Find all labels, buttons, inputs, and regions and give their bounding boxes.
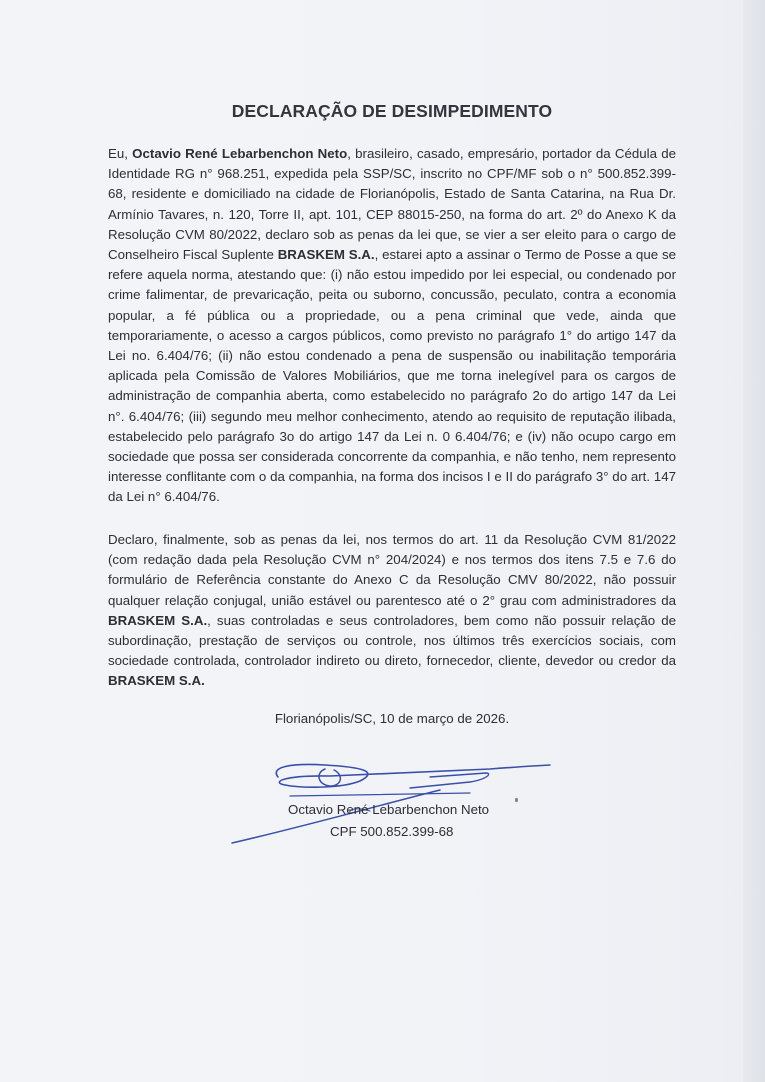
text-run: , estarei apto a assinar o Termo de Posse a que se refere aquela norma, atestando que: (i) não estou impedido por lei especial, ou condenado por crime falimentar, de prevaricação, peita ou suborno, concussão, peculato, contra a economia popular, a fé pública ou a propriedade, ou a pena criminal que vede, ainda que temporariamente, o acesso a cargos públicos, como previsto no parágrafo 1° do artigo 147 da Lei no. 6.404/76; (ii) não estou condenado a pena de suspensão ou inabilitação temporária aplicada pela Comissão de Valores Mobiliários, que me torna inelegível para os cargos de administração de companhia aberta, como estabelecido no parágrafo 2o do artigo 147 da Lei n°. 6.404/76; (iii) segundo meu melhor conhecimento, atendo ao requisito de reputação ilibada, estabelecido pelo parágrafo 3o do artigo 147 da Lei n. 0 6.404/76; e (iv) não ocupo cargo em sociedade que possa ser considerada concorrente da companhia, e não tenho, nem represento interesse conflitante com o da companhia, na forma dos incisos I e II do parágrafo 3° do art. 147 da Lei n° 6.404/76.	[108, 247, 676, 505]
bold-text-run: BRASKEM S.A.	[277, 247, 375, 263]
bold-text-run: BRASKEM S.A.	[108, 612, 208, 628]
declaration-paragraph-2	[108, 530, 676, 692]
scan-edge	[743, 0, 765, 1082]
text-run: Declaro, finalmente, sob as penas da lei, nos termos do art. 11 da Resolução CVM 81/2022 (com redação dada pela Resolução CVM n° 204/2024) e nos termos dos itens 7.5 e 7.6 do formulário de Referência constante do Anexo C da Resolução CMV 80/2022, não possuir qualquer relação conjugal, união estável ou parentesco até o 2° grau com administradores da	[108, 532, 676, 608]
text-run: , brasileiro, casado, empresário, portador da Cédula de Identidade RG n° 968.251, expedida pela SSP/SC, inscrito no CPF/MF sob o n° 500.852.399-68, residente e domiciliado na cidade de Florianópolis, Estado de Santa Catarina, na Rua Dr. Armínio Tavares, n. 120, Torre II, apt. 101, CEP 88015-250, na forma do art. 2º do Anexo K da Resolução CVM 80/2022, declaro sob as penas da lei que, se vier a ser eleito para o cargo de Conselheiro Fiscal Suplente	[108, 146, 677, 263]
signatory-name: Octavio René Lebarbenchon Neto	[288, 802, 490, 817]
text-run: , suas controladas e seus controladores, bem como não possuir relação de subordinação, prestação de serviços ou controle, nos últimos três exercícios sociais, com sociedade controlada, controlador indireto ou direto, fornecedor, cliente, devedor ou credor da	[108, 612, 676, 669]
document-title: DECLARAÇÃO DE DESIMPEDIMENTO	[231, 101, 553, 121]
text-run: Eu,	[108, 146, 133, 161]
signatory-cpf: CPF 500.852.399-68	[330, 824, 454, 839]
bold-text-run: BRASKEM S.A.	[108, 673, 205, 689]
bold-text-run: Octavio René Lebarbenchon Neto	[132, 146, 348, 161]
declaration-paragraph-1	[108, 144, 676, 508]
place-and-date: Florianópolis/SC, 10 de março de 2026.	[274, 711, 510, 726]
stray-mark	[515, 798, 518, 802]
